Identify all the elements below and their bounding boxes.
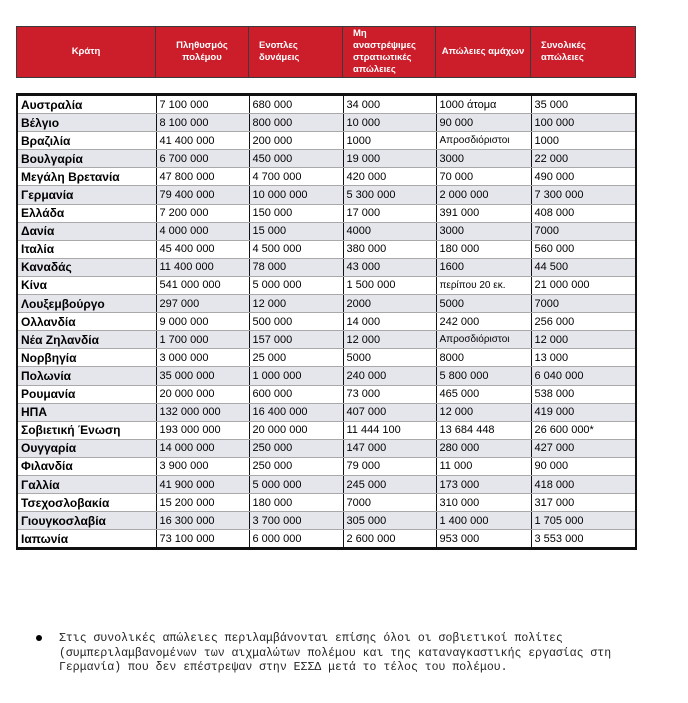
table-row [17, 494, 636, 512]
value-cell: 11 000 [436, 457, 531, 475]
country-cell: Νέα Ζηλανδία [17, 331, 156, 349]
value-cell: 12 000 [531, 331, 636, 349]
value-cell: 407 000 [343, 403, 436, 421]
table-row [17, 367, 636, 385]
value-cell: 41 900 000 [156, 475, 249, 493]
value-cell: 7000 [343, 494, 436, 512]
country-cell: Ρουμανία [17, 385, 156, 403]
value-cell: 14 000 [343, 313, 436, 331]
value-cell: 380 000 [343, 240, 436, 258]
country-cell: Φιλανδία [17, 457, 156, 475]
value-cell: Απροσδιόριστοι [436, 132, 531, 150]
country-cell: Ιαπωνία [17, 530, 156, 549]
table-row [17, 331, 636, 349]
value-cell: 7 100 000 [156, 95, 249, 114]
table-row [17, 114, 636, 132]
value-cell: 12 000 [249, 295, 343, 313]
value-cell: 26 600 000* [531, 421, 636, 439]
value-cell: 953 000 [436, 530, 531, 549]
value-cell: 3 700 000 [249, 512, 343, 530]
table-row [17, 222, 636, 240]
footnote-text: Στις συνολικές απώλειες περιλαμβάνονται επίσης όλοι οι σοβιετικοί πολίτες (συμπεριλαμβανομένων των αιχμαλώτων πολέμου και της καταναγκαστικής εργασίας στη Γερμανία) που δεν επέστρεψαν στην ΕΣΣΔ μετά το τέλος του πολέμου. [59, 632, 612, 674]
value-cell: 4 000 000 [156, 222, 249, 240]
value-cell: 12 000 [343, 331, 436, 349]
value-cell: 14 000 000 [156, 439, 249, 457]
value-cell: 41 400 000 [156, 132, 249, 150]
value-cell: 19 000 [343, 150, 436, 168]
table-row [17, 204, 636, 222]
value-cell: περίπου 20 εκ. [436, 276, 531, 294]
value-cell: 15 200 000 [156, 494, 249, 512]
country-cell: Ολλανδία [17, 313, 156, 331]
table-row [17, 150, 636, 168]
value-cell: 465 000 [436, 385, 531, 403]
table-row [17, 276, 636, 294]
value-cell: 35 000 [531, 95, 636, 114]
value-cell: 245 000 [343, 475, 436, 493]
value-cell: 4 700 000 [249, 168, 343, 186]
table-row [17, 295, 636, 313]
casualties-table [16, 93, 637, 550]
country-cell: Λουξεμβούργο [17, 295, 156, 313]
value-cell: 157 000 [249, 331, 343, 349]
table-row [17, 349, 636, 367]
country-cell: Πολωνία [17, 367, 156, 385]
table-row [17, 530, 636, 549]
value-cell: 1000 [343, 132, 436, 150]
header-cell: Μη αναστρέψιμες στρατιωτικές απώλειες [343, 27, 436, 78]
value-cell: 305 000 [343, 512, 436, 530]
country-cell: Γερμανία [17, 186, 156, 204]
value-cell: 5 800 000 [436, 367, 531, 385]
country-cell: Σοβιετική Ένωση [17, 421, 156, 439]
value-cell: 1 400 000 [436, 512, 531, 530]
value-cell: 15 000 [249, 222, 343, 240]
value-cell: 200 000 [249, 132, 343, 150]
value-cell: 16 400 000 [249, 403, 343, 421]
table-row [17, 258, 636, 276]
value-cell: 418 000 [531, 475, 636, 493]
value-cell: 3 000 000 [156, 349, 249, 367]
value-cell: 3 553 000 [531, 530, 636, 549]
value-cell: 193 000 000 [156, 421, 249, 439]
table-row [17, 168, 636, 186]
value-cell: 2 600 000 [343, 530, 436, 549]
country-cell: ΗΠΑ [17, 403, 156, 421]
country-cell: Γιουγκοσλαβία [17, 512, 156, 530]
value-cell: 44 500 [531, 258, 636, 276]
value-cell: 280 000 [436, 439, 531, 457]
country-cell: Ιταλία [17, 240, 156, 258]
value-cell: 600 000 [249, 385, 343, 403]
value-cell: 5000 [436, 295, 531, 313]
value-cell: 427 000 [531, 439, 636, 457]
country-cell: Ελλάδα [17, 204, 156, 222]
value-cell: 317 000 [531, 494, 636, 512]
value-cell: 180 000 [249, 494, 343, 512]
value-cell: 1 705 000 [531, 512, 636, 530]
table-row [17, 132, 636, 150]
value-cell: 4000 [343, 222, 436, 240]
value-cell: 150 000 [249, 204, 343, 222]
value-cell: 43 000 [343, 258, 436, 276]
value-cell: 3000 [436, 222, 531, 240]
country-cell: Ουγγαρία [17, 439, 156, 457]
value-cell: 13 684 448 [436, 421, 531, 439]
value-cell: 250 000 [249, 457, 343, 475]
country-cell: Νορβηγία [17, 349, 156, 367]
value-cell: 10 000 [343, 114, 436, 132]
value-cell: 73 100 000 [156, 530, 249, 549]
value-cell: 17 000 [343, 204, 436, 222]
value-cell: 16 300 000 [156, 512, 249, 530]
value-cell: 8000 [436, 349, 531, 367]
value-cell: 180 000 [436, 240, 531, 258]
value-cell: 78 000 [249, 258, 343, 276]
value-cell: 1000 άτομα [436, 95, 531, 114]
value-cell: 420 000 [343, 168, 436, 186]
value-cell: 4 500 000 [249, 240, 343, 258]
table-row [17, 186, 636, 204]
header-cell: Απώλειες αμάχων [436, 27, 531, 78]
value-cell: 1 700 000 [156, 331, 249, 349]
bullet-icon [36, 635, 42, 641]
header-cell: Κράτη [17, 27, 156, 78]
value-cell: 79 400 000 [156, 186, 249, 204]
value-cell: 3 900 000 [156, 457, 249, 475]
table-row [17, 421, 636, 439]
value-cell: 13 000 [531, 349, 636, 367]
value-cell: 1 000 000 [249, 367, 343, 385]
table-row [17, 95, 636, 114]
value-cell: 20 000 000 [156, 385, 249, 403]
value-cell: 6 700 000 [156, 150, 249, 168]
country-cell: Αυστραλία [17, 95, 156, 114]
table-row [17, 439, 636, 457]
value-cell: 5 000 000 [249, 276, 343, 294]
header-cell: Πληθυσμός πολέμου [156, 27, 249, 78]
country-cell: Μεγάλη Βρετανία [17, 168, 156, 186]
value-cell: 11 444 100 [343, 421, 436, 439]
value-cell: 35 000 000 [156, 367, 249, 385]
value-cell: 7000 [531, 295, 636, 313]
value-cell: 8 100 000 [156, 114, 249, 132]
header-cell: Ενοπλες δυνάμεις [249, 27, 343, 78]
value-cell: 2 000 000 [436, 186, 531, 204]
value-cell: 490 000 [531, 168, 636, 186]
value-cell: 7 300 000 [531, 186, 636, 204]
value-cell: 250 000 [249, 439, 343, 457]
country-cell: Βουλγαρία [17, 150, 156, 168]
table-row [17, 457, 636, 475]
value-cell: 45 400 000 [156, 240, 249, 258]
value-cell: 419 000 [531, 403, 636, 421]
value-cell: 21 000 000 [531, 276, 636, 294]
value-cell: 5000 [343, 349, 436, 367]
country-cell: Βραζιλία [17, 132, 156, 150]
value-cell: 7 200 000 [156, 204, 249, 222]
value-cell: 90 000 [531, 457, 636, 475]
country-cell: Τσεχοσλοβακία [17, 494, 156, 512]
table-row [17, 240, 636, 258]
value-cell: 5 000 000 [249, 475, 343, 493]
value-cell: 541 000 000 [156, 276, 249, 294]
value-cell: 25 000 [249, 349, 343, 367]
value-cell: 147 000 [343, 439, 436, 457]
header-row [17, 27, 636, 78]
value-cell: 100 000 [531, 114, 636, 132]
value-cell: 10 000 000 [249, 186, 343, 204]
value-cell: 256 000 [531, 313, 636, 331]
value-cell: 22 000 [531, 150, 636, 168]
table-row [17, 385, 636, 403]
value-cell: 408 000 [531, 204, 636, 222]
value-cell: 90 000 [436, 114, 531, 132]
value-cell: 20 000 000 [249, 421, 343, 439]
footnote-item [36, 632, 676, 676]
table-row [17, 512, 636, 530]
value-cell: 538 000 [531, 385, 636, 403]
value-cell: 391 000 [436, 204, 531, 222]
value-cell: 73 000 [343, 385, 436, 403]
value-cell: 680 000 [249, 95, 343, 114]
value-cell: 12 000 [436, 403, 531, 421]
value-cell: 450 000 [249, 150, 343, 168]
value-cell: 800 000 [249, 114, 343, 132]
value-cell: 132 000 000 [156, 403, 249, 421]
value-cell: 1000 [531, 132, 636, 150]
value-cell: 1600 [436, 258, 531, 276]
value-cell: 9 000 000 [156, 313, 249, 331]
value-cell: 240 000 [343, 367, 436, 385]
value-cell: 500 000 [249, 313, 343, 331]
value-cell: 5 300 000 [343, 186, 436, 204]
country-cell: Κίνα [17, 276, 156, 294]
value-cell: Απροσδιόριστοι [436, 331, 531, 349]
table-row [17, 403, 636, 421]
value-cell: 79 000 [343, 457, 436, 475]
table-row [17, 475, 636, 493]
value-cell: 34 000 [343, 95, 436, 114]
value-cell: 70 000 [436, 168, 531, 186]
header-cell: Συνολικές απώλειες [531, 27, 636, 78]
value-cell: 7000 [531, 222, 636, 240]
value-cell: 297 000 [156, 295, 249, 313]
value-cell: 1 500 000 [343, 276, 436, 294]
value-cell: 6 000 000 [249, 530, 343, 549]
header-table [16, 26, 636, 78]
value-cell: 310 000 [436, 494, 531, 512]
value-cell: 173 000 [436, 475, 531, 493]
country-cell: Γαλλία [17, 475, 156, 493]
footnote-list [36, 632, 676, 676]
value-cell: 3000 [436, 150, 531, 168]
country-cell: Καναδάς [17, 258, 156, 276]
value-cell: 242 000 [436, 313, 531, 331]
value-cell: 2000 [343, 295, 436, 313]
value-cell: 47 800 000 [156, 168, 249, 186]
table-row [17, 313, 636, 331]
country-cell: Δανία [17, 222, 156, 240]
value-cell: 11 400 000 [156, 258, 249, 276]
country-cell: Βέλγιο [17, 114, 156, 132]
value-cell: 6 040 000 [531, 367, 636, 385]
value-cell: 560 000 [531, 240, 636, 258]
